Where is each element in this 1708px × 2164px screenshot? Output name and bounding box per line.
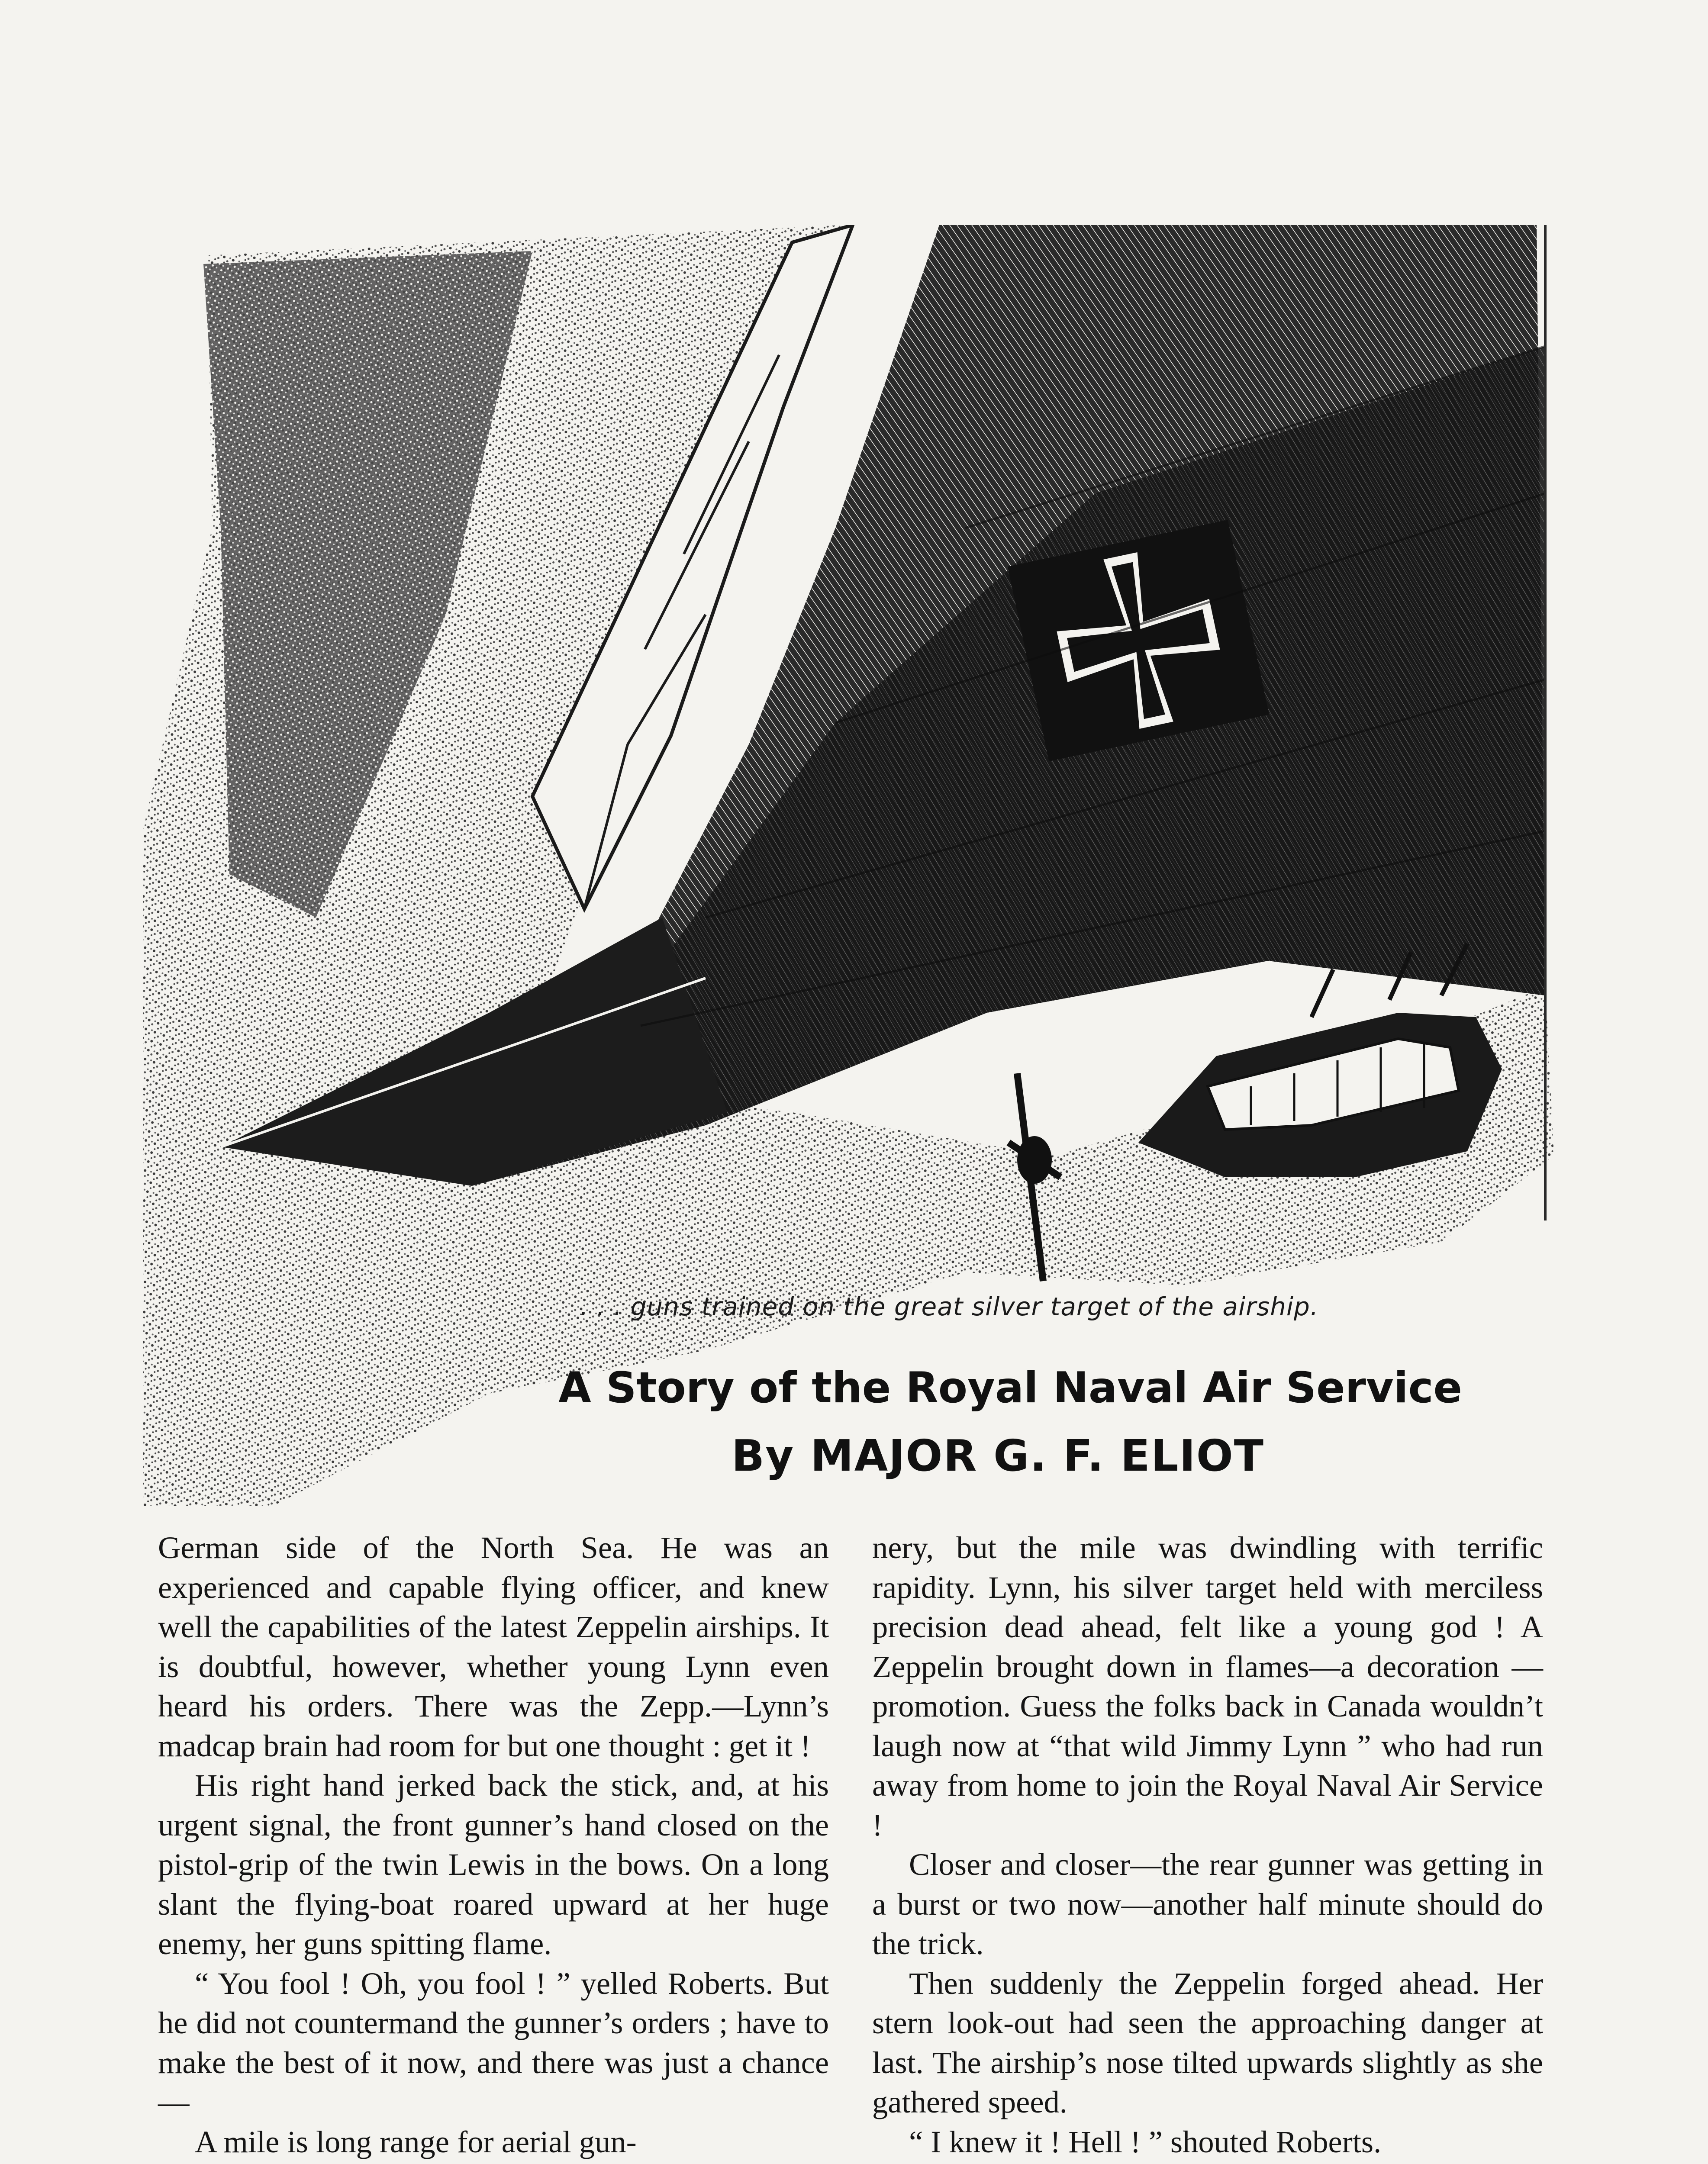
paragraph: “ You fool ! Oh, you fool ! ” yelled Roberts. But he did not countermand the gunner’s orders ; have to make the best of it now, and there was just a chance— — [158, 1965, 829, 2119]
paragraph: German side of the North Sea. He was an experienced and capable flying officer, and knew well the capabilities of the latest Zeppelin airships. It is doubtful, however, whether young Lynn even heard his orders. There was the Zepp.—Lynn’s madcap brain had room for but one thought : get it ! — [158, 1530, 829, 1763]
paragraph: His right hand jerked back the stick, and, at his urgent signal, the front gunner’s hand closed on the pistol-grip of the twin Lewis in the bows. On a long slant the flying-boat roared upward at her huge enemy, her guns spitting flame. — [158, 1768, 829, 1961]
story-byline: By MAJOR G. F. ELIOT — [732, 1430, 1264, 1481]
text-column-left — [158, 1528, 829, 2161]
story-title: A Story of the Royal Naval Air Service — [558, 1363, 1463, 1413]
paragraph: Then suddenly the Zeppelin forged ahead. Her stern look-out had seen the approaching danger at last. The airship’s nose tilted upwards slightly as she gathered speed. — [872, 1965, 1543, 2119]
paragraph: nery, but the mile was dwindling with terrific rapidity. Lynn, his silver target held with merciless precision dead ahead, felt like a young god ! A Zeppelin brought down in flames—a decoration —promotion. Guess the folks back in Canada wouldn’t laugh now at “that wild Jimmy Lynn ” who had run away from home to join the Royal Naval Air Service ! — [872, 1530, 1543, 1842]
text-column-right — [872, 1528, 1543, 2161]
paragraph: “ I knew it ! Hell ! ” shouted Roberts. — [909, 2124, 1382, 2159]
paragraph: Closer and closer—the rear gunner was getting in a burst or two now—another half minute should do the trick. — [872, 1847, 1543, 1961]
illustration-caption: . . . guns trained on the great silver target of the airship. — [580, 1292, 1319, 1321]
paragraph: A mile is long range for aerial gun- — [195, 2124, 637, 2159]
